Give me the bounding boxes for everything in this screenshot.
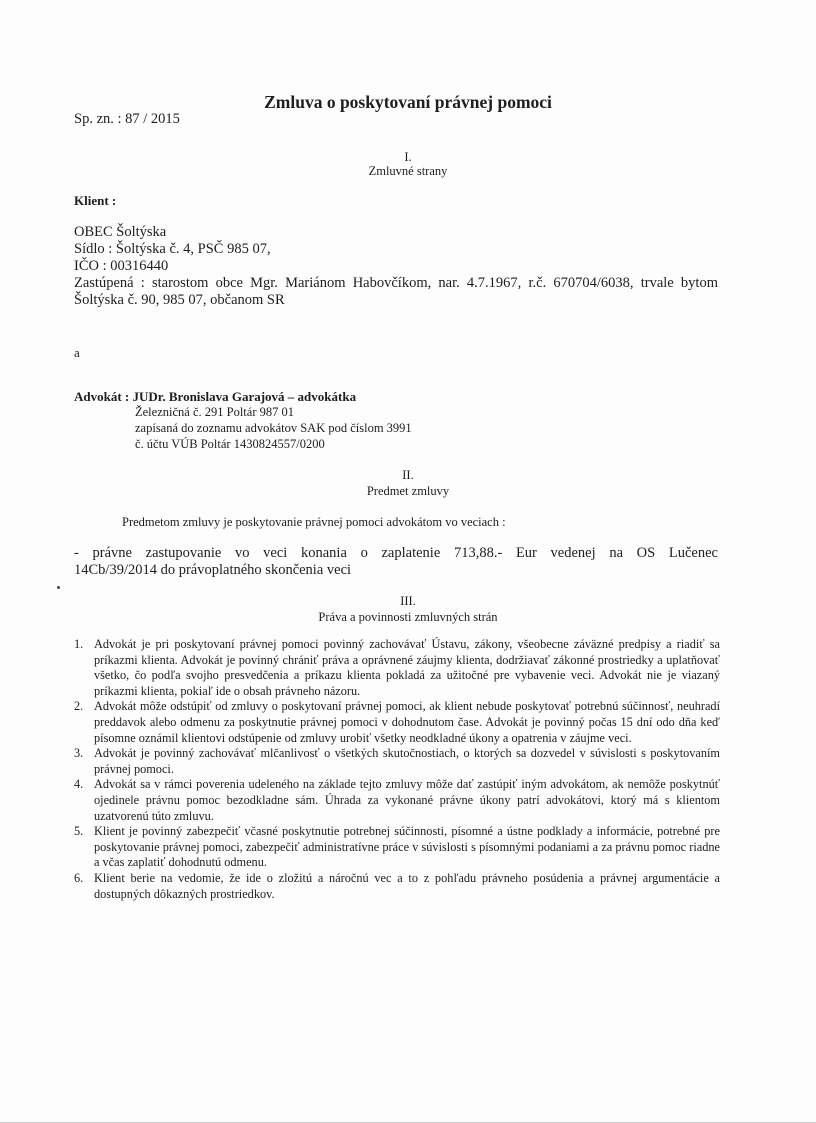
- subject-line-2: 14Cb/39/2014 do právoplatného skončenia veci: [74, 562, 352, 578]
- list-item-text: Advokát je povinný zachovávať mlčanlivosť o všetkých skutočnostiach, o ktorých sa dozvedel v súvislosti s poskytovaním právnej pomoci.: [94, 746, 720, 776]
- list-item-number: 5.: [74, 824, 84, 839]
- list-item-text: Advokát sa v rámci poverenia udeleného na základe tejto zmluvy môže dať zastúpiť iným advokátom, ak nemôže poskytnúť ojedinele právnu pomoc bezodkladne sám. Úhrada za vykonané právne úkony patrí advokátovi, ktorý má s klientom uzatvorenú túto zmluvu.: [94, 777, 720, 823]
- section-1-number: I.: [404, 150, 412, 164]
- list-item-text: Klient berie na vedomie, že ide o zložitú a náročnú vec a to z pohľadu právneho posúdenia a právnej argumentácie a dostupných dôkazných prostriedkov.: [94, 870, 720, 901]
- advocate-account: č. účtu VÚB Poltár 1430824557/0200: [135, 437, 325, 451]
- list-item-text: Klient je povinný zabezpečiť včasné poskytnutie potrebnej súčinnosti, písomné a ústne podklady a informácie, potrebné pre poskytovanie právnej pomoci, zabezpečiť administratívne práce v súvislosti s písomnými podaniami a za právnu pomoc riadne a včas zaplatiť dohodnutú odmenu.: [94, 824, 720, 870]
- section-1-title: Zmluvné strany: [368, 164, 448, 178]
- subject-line-1: - právne zastupovanie vo veci konania o zaplatenie 713,88.- Eur vedenej na OS Lučenec: [74, 545, 718, 561]
- section-2-number: II.: [402, 468, 414, 482]
- client-represented-line1: Zastúpená : starostom obce Mgr. Mariánom Habovčíkom, nar. 4.7.1967, r.č. 670704/6038, trvale bytom: [74, 275, 718, 291]
- advocate-address: Železničná č. 291 Poltár 987 01: [135, 405, 294, 419]
- list-item-number: 4.: [74, 777, 84, 792]
- list-item-number: 3.: [74, 746, 84, 761]
- list-item-number: 2.: [74, 699, 84, 714]
- subject-intro: Predmetom zmluvy je poskytovanie právnej pomoci advokátom vo veciach :: [122, 515, 506, 529]
- rights-obligations-list: [74, 637, 720, 902]
- list-item: [74, 699, 720, 746]
- advocate-heading: [74, 389, 356, 405]
- list-item: [74, 746, 720, 777]
- list-item-text: Advokát môže odstúpiť od zmluvy o poskytovaní právnej pomoci, ak klient nebude poskytovať potrebnú súčinnosť, neuhradí preddavok alebo odmenu za poskytnutie právnej pomoci v dohodnutom čase. Advokát je povinný počas 15 dní odo dňa keď písomne oznámil klientovi odstúpenie od zmluvy urobiť všetky neodkladné úkony a opatrenia v záujme veci.: [94, 699, 720, 745]
- list-item-number: 1.: [74, 637, 84, 651]
- client-ico: IČO : 00316440: [74, 258, 169, 274]
- section-2-title: Predmet zmluvy: [366, 484, 450, 498]
- advocate-label: Advokát :: [74, 389, 133, 404]
- section-3-title: Práva a povinnosti zmluvných strán: [318, 610, 498, 624]
- list-item: [74, 777, 720, 824]
- client-heading: Klient :: [74, 193, 117, 208]
- client-name: OBEC Šoltýska: [74, 224, 167, 240]
- advocate-name: JUDr. Bronislava Garajová – advokátka: [132, 389, 357, 404]
- list-item-number: 6.: [74, 870, 84, 885]
- section-3-number: III.: [400, 594, 416, 608]
- file-number: Sp. zn. : 87 / 2015: [74, 111, 180, 127]
- client-represented-line2: Šoltýska č. 90, 985 07, občanom SR: [74, 292, 285, 308]
- scan-speck: [57, 586, 60, 589]
- list-item: [74, 871, 720, 902]
- conjunction: a: [74, 345, 80, 360]
- advocate-register: zapísaná do zoznamu advokátov SAK pod číslom 3991: [135, 421, 412, 435]
- document-title: Zmluva o poskytovaní právnej pomoci: [264, 92, 552, 112]
- list-item-text: Advokát je pri poskytovaní právnej pomoci povinný zachovávať Ústavu, zákony, všeobecne záväzné predpisy a riadiť sa príkazmi klienta. Advokát je povinný chrániť práva a oprávnené záujmy klienta, dodržiavať zákonné prostriedky a uplatňovať všetko, čo podľa svojho presvedčenia a príkazu klienta pokladá za užitočné pre vybavenie veci. Advokát nie je viazaný príkazmi klienta, pokiaľ ide o obsah právneho názoru.: [94, 637, 720, 698]
- list-item: [74, 637, 720, 699]
- client-seat: Sídlo : Šoltýska č. 4, PSČ 985 07,: [74, 241, 271, 257]
- list-item: [74, 824, 720, 871]
